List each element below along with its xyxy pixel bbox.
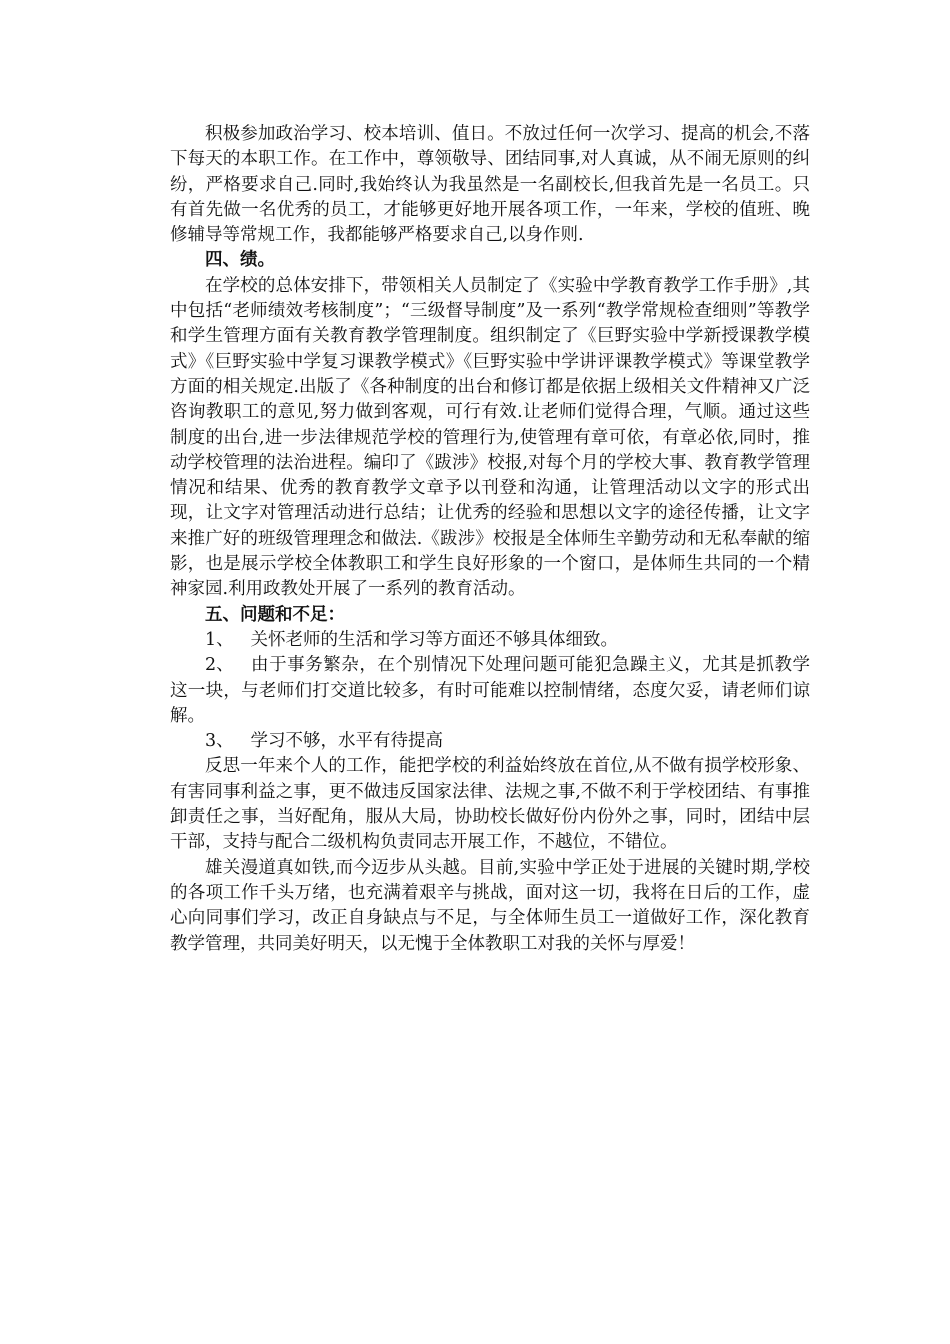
list-item-text: 关怀老师的生活和学习等方面还不够具体细致。: [250, 629, 618, 650]
section-heading-achievements: 四、绩。: [205, 250, 275, 271]
paragraph-conclusion: 雄关漫道真如铁,而今迈步从头越。目前,实验中学正处于进展的关键时期,学校的各项工作千头万绪，也充满着艰辛与挑战，面对这一切，我将在日后的工作，虚心向同事们学习，改正自身缺点与不足，与全体师生员工一道做好工作，深化教育教学管理，共同美好明天，以无愧于全体教职工对我的关怀与厚爱！: [170, 857, 810, 954]
paragraph-reflection: 反思一年来个人的工作，能把学校的利益始终放在首位,从不做有损学校形象、有害同事利益之事，更不做违反国家法律、法规之事,不做不利于学校团结、有事推卸责任之事，当好配角，服从大局，协助校长做好份内份外之事，同时，团结中层干部，支持与配合二级机构负责同志开展工作，不越位，不错位。: [170, 756, 810, 853]
list-item: [170, 729, 810, 754]
list-item-number: 2、: [205, 655, 234, 676]
section-heading-problems: 五、问题和不足：: [205, 604, 345, 625]
list-item-number: 1、: [205, 629, 234, 650]
list-item-number: 3、: [205, 731, 234, 752]
paragraph-achievements: 在学校的总体安排下，带领相关人员制定了《实验中学教育教学工作手册》,其中包括“老师绩效考核制度”；“三级督导制度”及一系列“教学常规检查细则”等教学和学生管理方面有关教育教学管理制度。组织制定了《巨野实验中学新授课教学模式》《巨野实验中学复习课教学模式》《巨野实验中学讲评课教学模式》等课堂教学方面的相关规定.出版了《各种制度的出台和修订都是依据上级相关文件精神又广泛咨询教职工的意见,努力做到客观，可行有效.让老师们觉得合理，气顺。通过这些制度的出台,进一步法律规范学校的管理行为,使管理有章可依，有章必依,同时，推动学校管理的法治进程。编印了《跋涉》校报,对每个月的学校大事、教育教学管理情况和结果、优秀的教育教学文章予以刊登和沟通，让管理活动以文字的形式出现，让文字对管理活动进行总结；让优秀的经验和思想以文字的途径传播，让文字来推广好的班级管理理念和做法.《跋涉》校报是全体师生辛勤劳动和无私奉献的缩影，也是展示学校全体教职工和学生良好形象的一个窗口，是体师生共同的一个精神家园.利用政教处开展了一系列的教育活动。: [170, 275, 810, 600]
list-item-text: 由于事务繁杂，在个别情况下处理问题可能犯急躁主义，尤其是抓教学这一块，与老师们打交道比较多，有时可能难以控制情绪，态度欠妥，请老师们谅解。: [170, 655, 810, 726]
list-item-text: 学习不够，水平有待提高: [250, 731, 443, 752]
paragraph-study-duty: 积极参加政治学习、校本培训、值日。不放过任何一次学习、提高的机会,不落下每天的本职工作。在工作中，尊领敬导、团结同事,对人真诚，从不闹无原则的纠纷，严格要求自己.同时,我始终认为我虽然是一名副校长,但我首先是一名员工。只有首先做一名优秀的员工，才能够更好地开展各项工作，一年来，学校的值班、晚修辅导等常规工作，我都能够严格要求自己,以身作则.: [170, 124, 810, 246]
list-item: [170, 628, 810, 653]
document-page: [170, 122, 810, 957]
list-item: [170, 653, 810, 729]
